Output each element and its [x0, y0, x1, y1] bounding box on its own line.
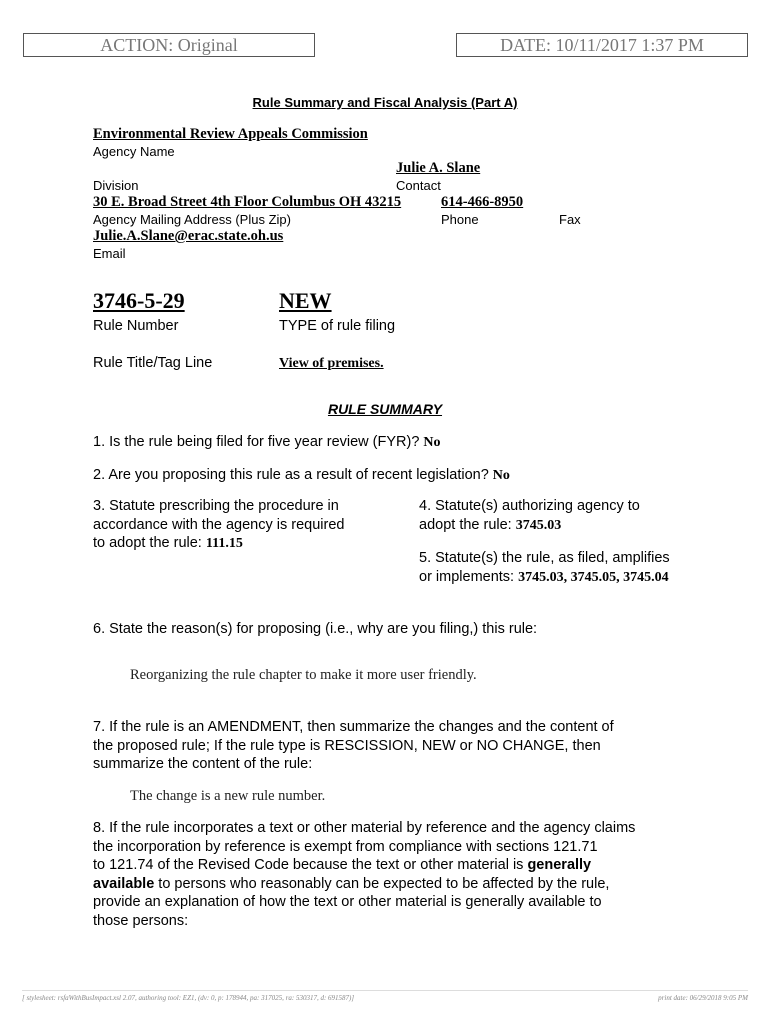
question-8-line-3-text: to 121.74 of the Revised Code because the text or other material is: [93, 857, 524, 873]
question-4-line-2: [419, 516, 749, 536]
rule-type-value: NEW: [279, 288, 332, 313]
rule-summary-heading: RULE SUMMARY: [327, 401, 443, 417]
question-3-line-2: accordance with the agency is required: [93, 516, 345, 533]
question-7-line-2: the proposed rule; If the rule type is RESCISSION, NEW or NO CHANGE, then: [93, 737, 601, 754]
question-5-line-2-text: or implements:: [419, 568, 515, 585]
question-7: [93, 718, 753, 774]
question-8-line-4: [93, 875, 763, 894]
rule-number-value: 3746-5-29: [93, 288, 185, 313]
question-8-line-4-text: to persons who reasonably can be expected to be affected by the rule,: [158, 875, 610, 892]
question-4: [419, 497, 749, 535]
question-8-line-6: those persons:: [93, 912, 189, 929]
footer-stylesheet-info: [ stylesheet: rsfaWithBusImpact.xsl 2.07, authoring tool: EZ1, (dv: 0, p: 178944, pa: 317025, ra: 530317, d: 691587)]: [22, 994, 355, 1002]
question-2-text: 2. Are you proposing this rule as a result of recent legislation?: [93, 467, 489, 483]
question-3: [93, 497, 393, 554]
answer-5: 3745.03, 3745.05, 3745.04: [518, 569, 669, 585]
answer-7: The change is a new rule number.: [130, 788, 326, 804]
email-value: Julie.A.Slane@erac.state.oh.us: [93, 228, 284, 244]
question-8: [93, 819, 763, 930]
question-8-line-3-bold: generally: [527, 857, 592, 873]
answer-6: Reorganizing the rule chapter to make it more user friendly.: [130, 667, 477, 683]
question-1: [93, 433, 441, 453]
question-4-line-2-text: adopt the rule:: [419, 516, 512, 533]
address-value: 30 E. Broad Street 4th Floor Columbus OH 43215: [93, 194, 402, 210]
question-1-text: 1. Is the rule being filed for five year review (FYR)?: [93, 434, 420, 450]
phone-value: 614-466-8950: [441, 194, 524, 210]
phone-label: Phone: [441, 212, 479, 227]
action-text: ACTION: Original: [100, 34, 238, 55]
fax-label: Fax: [559, 212, 581, 227]
rule-title-label: Rule Title/Tag Line: [93, 355, 213, 371]
contact-label: Contact: [396, 178, 441, 193]
question-7-line-3: summarize the content of the rule:: [93, 756, 313, 772]
date-box: [456, 33, 748, 57]
contact-value: Julie A. Slane: [396, 160, 481, 176]
agency-name-label: Agency Name: [93, 144, 175, 159]
question-5: [419, 549, 759, 587]
question-7-line-1: 7. If the rule is an AMENDMENT, then summarize the changes and the content of: [93, 719, 614, 735]
question-8-line-1: 8. If the rule incorporates a text or other material by reference and the agency claims: [93, 820, 636, 836]
question-3-line-3: [93, 534, 393, 554]
rule-title-value: View of premises.: [279, 356, 384, 371]
question-3-line-3-text: to adopt the rule:: [93, 535, 202, 551]
date-text: DATE: 10/11/2017 1:37 PM: [500, 34, 704, 55]
question-3-line-1: 3. Statute prescribing the procedure in: [93, 498, 339, 514]
footer-print-date: print date: 06/29/2018 9:05 PM: [658, 994, 748, 1002]
question-8-line-2: the incorporation by reference is exempt from compliance with sections 121.71: [93, 838, 598, 855]
agency-name-value: Environmental Review Appeals Commission: [93, 126, 368, 142]
action-box: [23, 33, 315, 57]
email-label: Email: [93, 246, 126, 261]
question-8-line-4-bold: available: [93, 875, 155, 892]
answer-1: No: [423, 435, 441, 450]
question-5-line-1: 5. Statute(s) the rule, as filed, amplifies: [419, 550, 670, 566]
answer-4: 3745.03: [515, 517, 562, 533]
footer-divider: [22, 990, 748, 991]
question-4-line-1: 4. Statute(s) authorizing agency to: [419, 498, 640, 514]
question-8-line-3: [93, 856, 763, 875]
page-title: Rule Summary and Fiscal Analysis (Part A): [252, 95, 518, 110]
answer-2: No: [492, 468, 510, 483]
question-8-line-5: provide an explanation of how the text or other material is generally available to: [93, 894, 602, 910]
answer-3: 111.15: [205, 536, 243, 551]
question-5-line-2: [419, 568, 759, 588]
division-label: Division: [93, 178, 139, 193]
rule-type-label: TYPE of rule filing: [279, 318, 396, 334]
address-label: Agency Mailing Address (Plus Zip): [93, 212, 291, 227]
question-6: 6. State the reason(s) for proposing (i.e., why are you filing,) this rule:: [93, 621, 538, 637]
question-2: [93, 466, 510, 486]
rule-number-label: Rule Number: [93, 318, 179, 334]
